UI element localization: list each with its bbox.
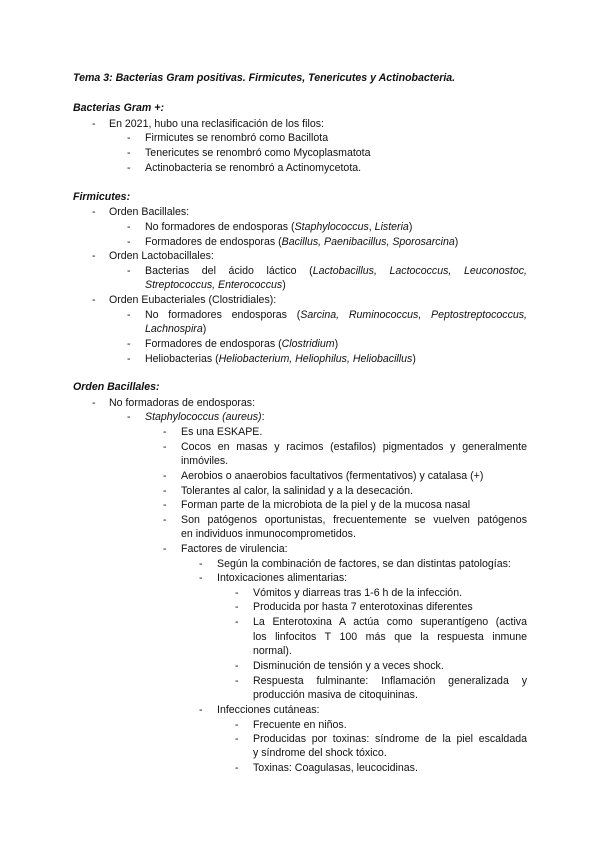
- list-item-continued: Streptococcus, Enterococcus): [145, 279, 286, 291]
- bullet-dash: -: [92, 294, 96, 306]
- list-item-continued: Lachnospira): [145, 323, 207, 335]
- bullet-dash: -: [199, 558, 203, 570]
- list-item-continued: los linfocitos T 100 más que la respuesta inmune: [253, 631, 527, 643]
- bullet-dash: -: [127, 265, 131, 277]
- bullet-dash: -: [163, 485, 167, 497]
- bullet-dash: -: [235, 616, 239, 628]
- list-item: Según la combinación de factores, se dan distintas patologías:: [217, 558, 511, 570]
- list-item-continued: normal).: [253, 645, 292, 657]
- list-item: Infecciones cutáneas:: [217, 704, 320, 716]
- bullet-dash: -: [127, 338, 131, 350]
- bullet-dash: -: [127, 221, 131, 233]
- list-item: Frecuente en niños.: [253, 719, 347, 731]
- list-item-continued: en individuos inmunocomprometidos.: [181, 528, 356, 540]
- section-heading-bacillales: Orden Bacillales:: [73, 381, 160, 393]
- list-item-continued: y síndrome del shock tóxico.: [253, 747, 387, 759]
- list-item: Heliobacterias (Heliobacterium, Heliophilus, Heliobacillus): [145, 353, 416, 365]
- list-item: Toxinas: Coagulasas, leucocidinas.: [253, 762, 418, 774]
- bullet-dash: -: [163, 499, 167, 511]
- list-item: Tolerantes al calor, la salinidad y a la desecación.: [181, 485, 414, 497]
- list-item: Producidas por toxinas: síndrome de la piel escaldada: [253, 733, 527, 745]
- list-item: Vómitos y diarreas tras 1-6 h de la infección.: [253, 587, 463, 599]
- list-item: Actinobacteria se renombró a Actinomycetota.: [145, 162, 362, 174]
- list-item: Firmicutes se renombró como Bacillota: [145, 132, 329, 144]
- list-item: No formadoras de endosporas:: [109, 397, 256, 409]
- bullet-dash: -: [127, 353, 131, 365]
- list-item: Intoxicaciones alimentarias:: [217, 572, 348, 584]
- bullet-dash: -: [127, 147, 131, 159]
- bullet-dash: -: [127, 411, 131, 423]
- bullet-dash: -: [235, 762, 239, 774]
- list-item: Son patógenos oportunistas, frecuentemente se vuelven patógenos: [181, 514, 527, 526]
- bullet-dash: -: [127, 132, 131, 144]
- bullet-dash: -: [235, 675, 239, 687]
- bullet-dash: -: [92, 206, 96, 218]
- bullet-dash: -: [127, 309, 131, 321]
- bullet-dash: -: [163, 543, 167, 555]
- list-item: Formadores de endosporas (Bacillus, Paenibacillus, Sporosarcina): [145, 236, 459, 248]
- list-item-continued: inmóviles.: [181, 455, 229, 467]
- list-item: Forman parte de la microbiota de la piel y de la mucosa nasal: [181, 499, 471, 511]
- bullet-dash: -: [163, 441, 167, 453]
- bullet-dash: -: [199, 572, 203, 584]
- list-item: No formadores endosporas (Sarcina, Ruminococcus, Peptostreptococcus,: [145, 309, 527, 321]
- list-item: Factores de virulencia:: [181, 543, 288, 555]
- bullet-dash: -: [163, 426, 167, 438]
- list-item: Cocos en masas y racimos (estafilos) pigmentados y generalmente: [181, 441, 527, 453]
- list-item: Es una ESKAPE.: [181, 426, 263, 438]
- list-item: Tenericutes se renombró como Mycoplasmatota: [145, 147, 371, 159]
- bullet-dash: -: [127, 162, 131, 174]
- list-item: En 2021, hubo una reclasificación de los filos:: [109, 118, 324, 130]
- bullet-dash: -: [199, 704, 203, 716]
- list-item: Disminución de tensión y a veces shock.: [253, 660, 444, 672]
- section-heading-gram: Bacterias Gram +:: [73, 102, 164, 114]
- list-item: No formadores de endosporas (Staphylococcus, Listeria): [145, 221, 413, 233]
- list-item: La Enterotoxina A actúa como superantígeno (activa: [253, 616, 527, 628]
- bullet-dash: -: [92, 397, 96, 409]
- list-item: Respuesta fulminante: Inflamación generalizada y: [253, 675, 527, 687]
- bullet-dash: -: [92, 250, 96, 262]
- list-item: Staphylococcus (aureus):: [145, 411, 265, 423]
- list-item: Orden Bacillales:: [109, 206, 190, 218]
- list-item: Orden Lactobacillales:: [109, 250, 214, 262]
- bullet-dash: -: [92, 118, 96, 130]
- section-heading-firmicutes: Firmicutes:: [73, 191, 131, 203]
- bullet-dash: -: [235, 587, 239, 599]
- bullet-dash: -: [163, 514, 167, 526]
- bullet-dash: -: [235, 719, 239, 731]
- bullet-dash: -: [235, 733, 239, 745]
- list-item: Producida por hasta 7 enterotoxinas diferentes: [253, 601, 473, 613]
- bullet-dash: -: [235, 601, 239, 613]
- list-item: Bacterias del ácido láctico (Lactobacillus, Lactococcus, Leuconostoc,: [145, 265, 527, 277]
- bullet-dash: -: [235, 660, 239, 672]
- list-item: Orden Eubacteriales (Clostridiales):: [109, 294, 277, 306]
- list-item: Formadores de endosporas (Clostridium): [145, 338, 339, 350]
- bullet-dash: -: [163, 470, 167, 482]
- page-title: Tema 3: Bacterias Gram positivas. Firmicutes, Tenericutes y Actinobacteria.: [73, 72, 456, 84]
- list-item-continued: producción masiva de citoquininas.: [253, 689, 418, 701]
- bullet-dash: -: [127, 236, 131, 248]
- list-item: Aerobios o anaerobios facultativos (fermentativos) y catalasa (+): [181, 470, 484, 482]
